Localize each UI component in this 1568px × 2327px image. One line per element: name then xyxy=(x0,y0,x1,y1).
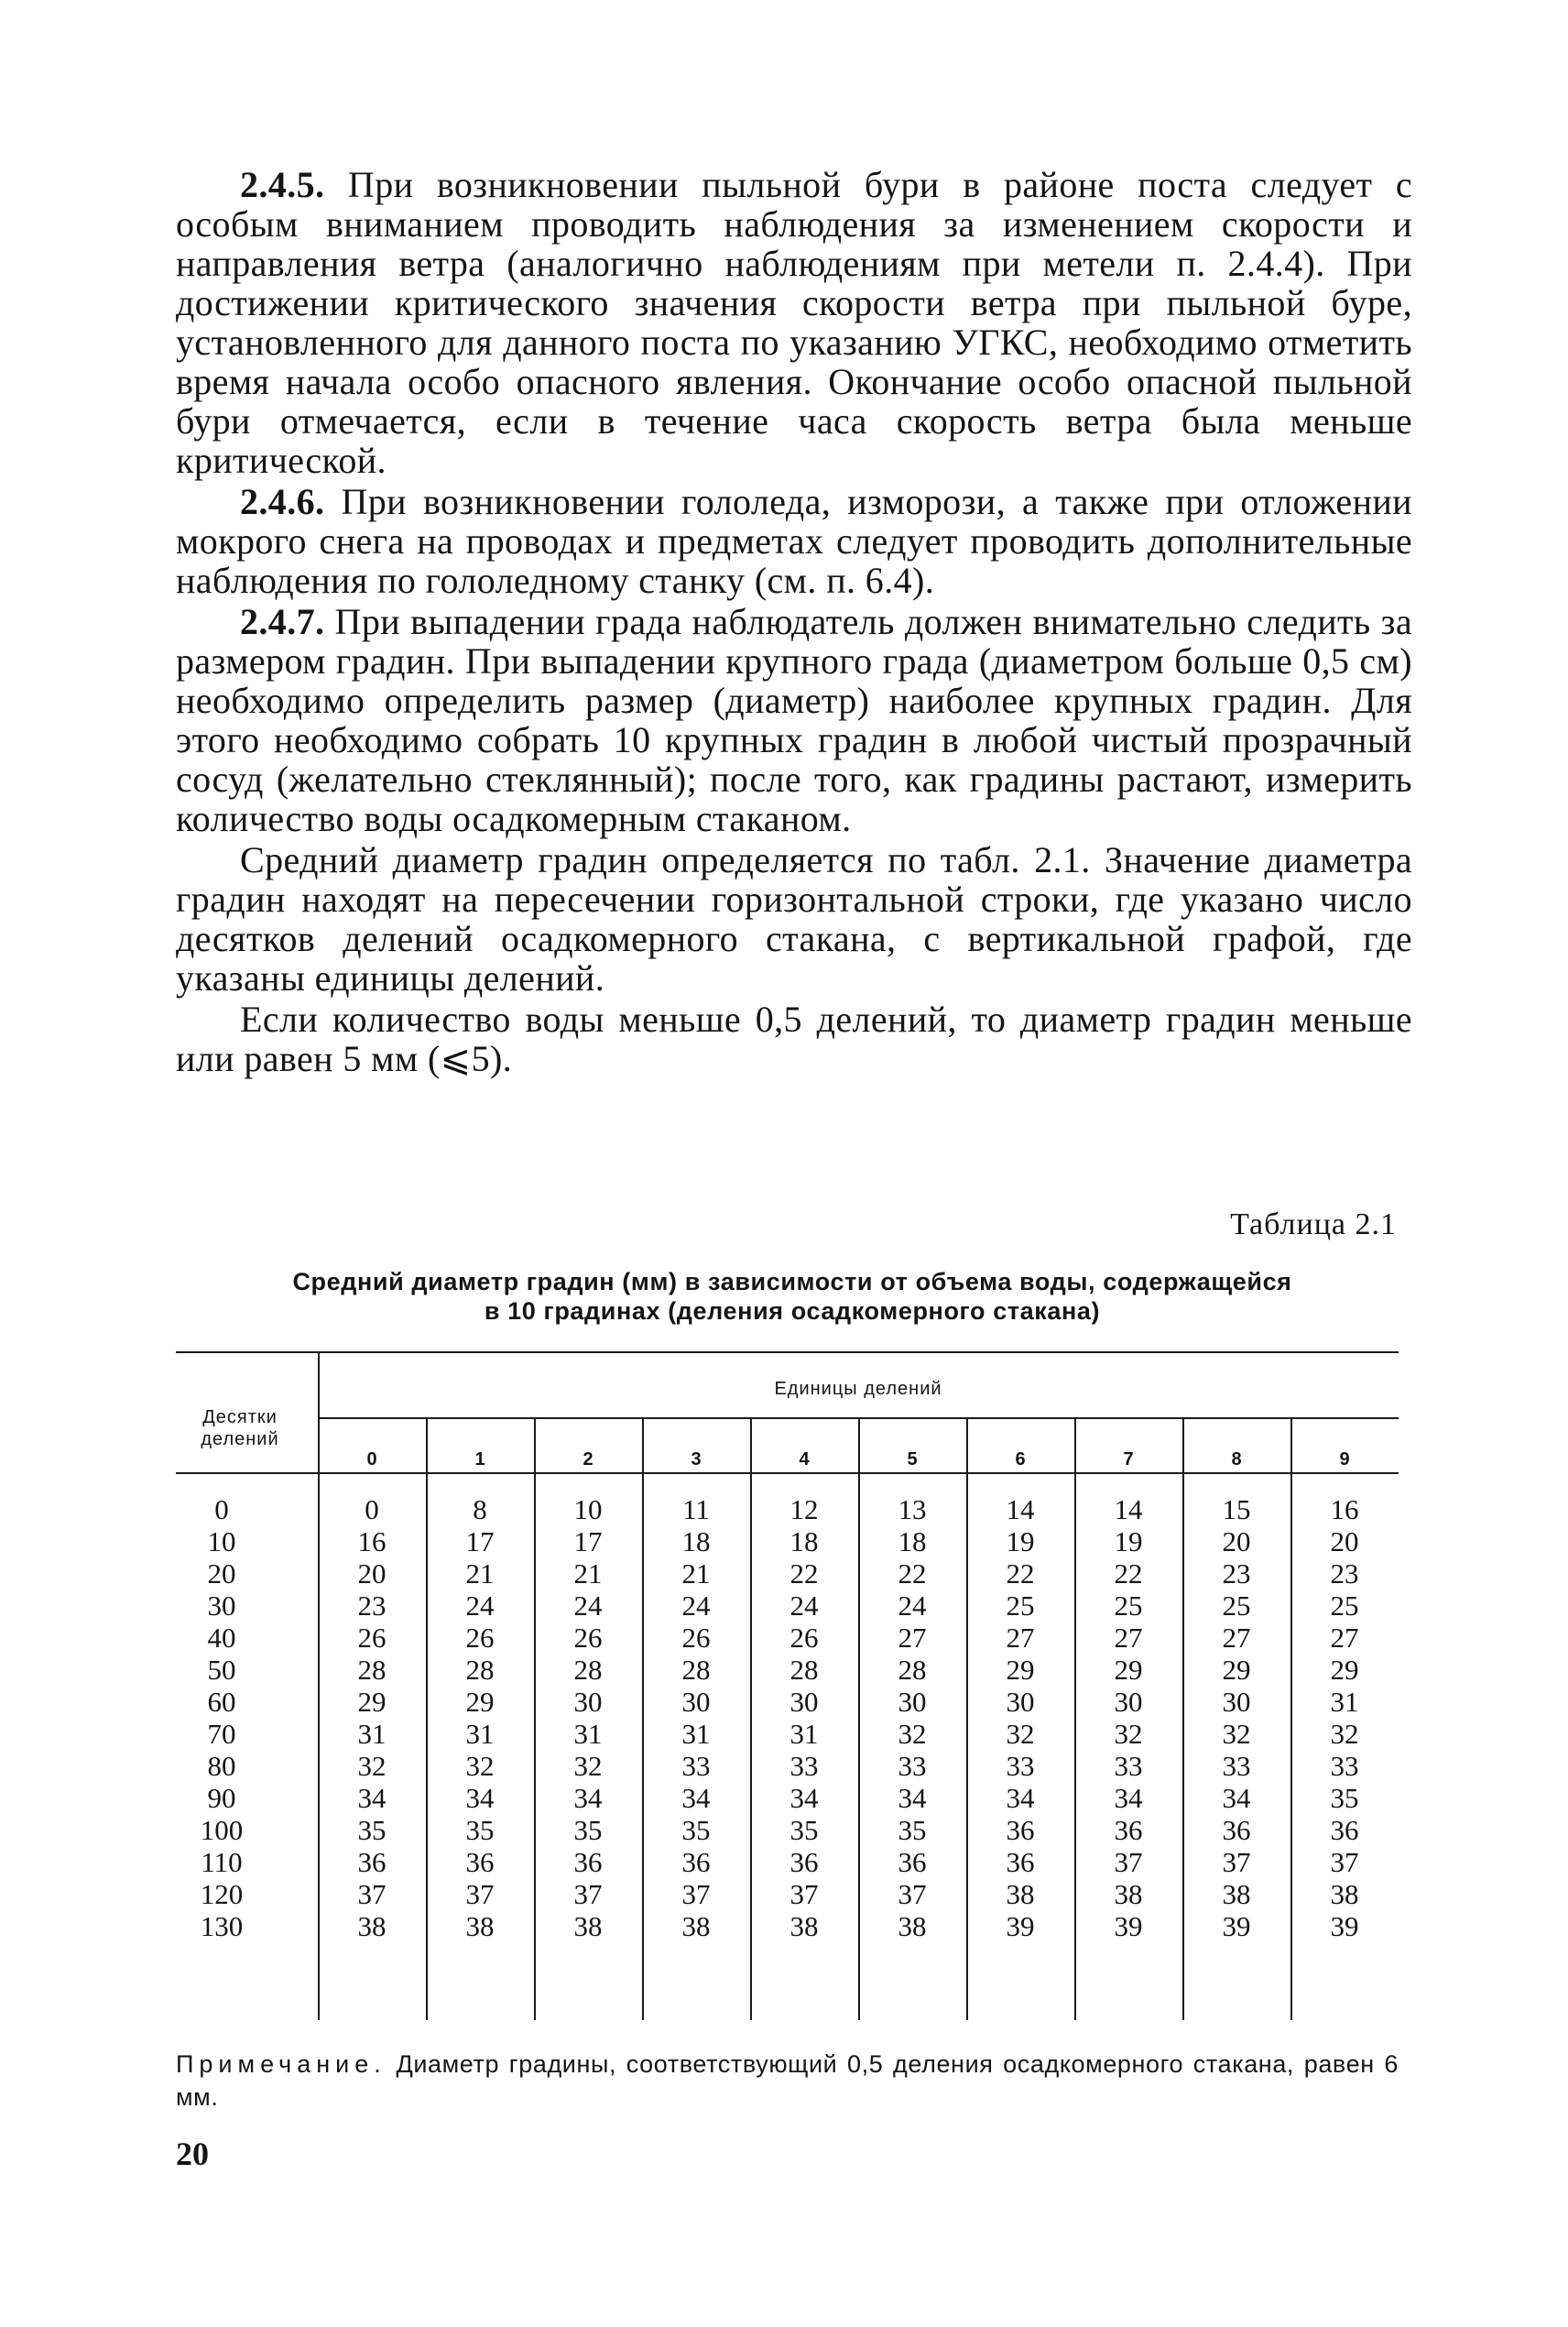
row-tens-cell: 70 xyxy=(207,1718,236,1750)
table-cell: 24 xyxy=(898,1590,927,1622)
table-cell: 28 xyxy=(465,1654,495,1686)
table-cell: 19 xyxy=(1006,1525,1035,1557)
table-cell: 32 xyxy=(1222,1718,1251,1750)
table-cell: 37 xyxy=(465,1878,495,1910)
table-cell: 27 xyxy=(898,1622,927,1654)
table-cell: 21 xyxy=(681,1557,711,1590)
table-cell: 32 xyxy=(898,1718,927,1750)
table-cell: 26 xyxy=(465,1622,495,1654)
note-text: Диаметр градины, соответствующий 0,5 деления осадкомерного стакана, равен 6 мм. xyxy=(176,2050,1399,2111)
table-cell: 36 xyxy=(1114,1814,1143,1846)
row-tens-cell: 130 xyxy=(200,1910,244,1942)
column-header: 9 xyxy=(1339,1449,1350,1469)
note-label: Примечание. xyxy=(176,2050,387,2078)
table-cell: 34 xyxy=(681,1782,711,1814)
table-cell: 32 xyxy=(465,1750,495,1782)
table-note xyxy=(176,2048,1399,2114)
table-cell: 29 xyxy=(1330,1654,1359,1686)
table-cell: 26 xyxy=(789,1622,819,1654)
row-header-label: Десятки делений xyxy=(201,1407,279,1449)
table-cell: 33 xyxy=(1222,1750,1251,1782)
table-cell: 31 xyxy=(789,1718,819,1750)
table-cell: 30 xyxy=(573,1686,603,1718)
table-cell: 38 xyxy=(898,1910,927,1942)
table-cell: 29 xyxy=(1222,1654,1251,1686)
table-cell: 37 xyxy=(681,1878,711,1910)
paragraph-mean-diameter xyxy=(176,840,1412,998)
table-cell: 20 xyxy=(1330,1525,1359,1557)
row-tens-cell: 80 xyxy=(207,1750,236,1782)
table-cell: 39 xyxy=(1330,1910,1359,1942)
table-cell: 39 xyxy=(1006,1910,1035,1942)
section-number: 2.4.7. xyxy=(240,601,325,642)
paragraph-2-4-7 xyxy=(176,602,1412,838)
table-cell: 34 xyxy=(1006,1782,1035,1814)
table-cell: 13 xyxy=(898,1493,927,1525)
table-cell: 30 xyxy=(1222,1686,1251,1718)
table-cell: 29 xyxy=(1114,1654,1143,1686)
paragraph-small-volume xyxy=(176,1000,1412,1078)
column-header: 4 xyxy=(799,1449,810,1469)
table-title-line: в 10 градинах (деления осадкомерного стакана) xyxy=(484,1297,1101,1325)
table-cell: 38 xyxy=(789,1910,819,1942)
table-cell: 22 xyxy=(898,1557,927,1590)
table-cell: 29 xyxy=(465,1686,495,1718)
table-cell: 33 xyxy=(1006,1750,1035,1782)
table-cell: 27 xyxy=(1330,1622,1359,1654)
table-cell: 28 xyxy=(357,1654,387,1686)
table-cell: 28 xyxy=(573,1654,603,1686)
table-cell: 31 xyxy=(357,1718,387,1750)
table-cell: 30 xyxy=(1006,1686,1035,1718)
column-header: 1 xyxy=(474,1449,485,1469)
table-cell: 31 xyxy=(1330,1686,1359,1718)
table-label: Таблица 2.1 xyxy=(1230,1207,1397,1241)
hail-diameter-table xyxy=(176,1351,1399,2020)
table-cell: 26 xyxy=(357,1622,387,1654)
table-cell: 39 xyxy=(1114,1910,1143,1942)
table-cell: 36 xyxy=(1222,1814,1251,1846)
table-cell: 35 xyxy=(789,1814,819,1846)
row-tens-cell: 40 xyxy=(207,1622,236,1654)
table-cell: 30 xyxy=(1114,1686,1143,1718)
table-cell: 10 xyxy=(573,1493,603,1525)
table-cell: 31 xyxy=(681,1718,711,1750)
column-header: 5 xyxy=(907,1449,918,1469)
column-header: 6 xyxy=(1015,1449,1026,1469)
table-cell: 39 xyxy=(1222,1910,1251,1942)
table-cell: 8 xyxy=(473,1493,487,1525)
table-cell: 32 xyxy=(1006,1718,1035,1750)
table-cell: 17 xyxy=(573,1525,603,1557)
section-number: 2.4.6. xyxy=(240,481,325,522)
table-cell: 36 xyxy=(898,1846,927,1878)
paragraph-2-4-6 xyxy=(176,482,1412,600)
table-cell: 22 xyxy=(1114,1557,1143,1590)
table-cell: 16 xyxy=(357,1525,387,1557)
table-cell: 24 xyxy=(681,1590,711,1622)
table-cell: 25 xyxy=(1006,1590,1035,1622)
row-tens-cell: 0 xyxy=(214,1493,229,1525)
table-cell: 35 xyxy=(573,1814,603,1846)
body-text xyxy=(176,165,1412,1078)
table-cell: 38 xyxy=(1114,1878,1143,1910)
row-tens-cell: 30 xyxy=(207,1590,236,1622)
table-cell: 21 xyxy=(573,1557,603,1590)
table-cell: 36 xyxy=(681,1846,711,1878)
table-cell: 18 xyxy=(681,1525,711,1557)
paragraph-2-4-5 xyxy=(176,165,1412,480)
row-tens-cell: 60 xyxy=(207,1686,236,1718)
table-cell: 38 xyxy=(357,1910,387,1942)
table-cell: 32 xyxy=(1330,1718,1359,1750)
table-title-line: Средний диаметр градин (мм) в зависимости от объема воды, содержащейся xyxy=(292,1268,1292,1295)
table-cell: 14 xyxy=(1114,1493,1143,1525)
table-cell: 35 xyxy=(681,1814,711,1846)
table-cell: 16 xyxy=(1330,1493,1359,1525)
table-cell: 36 xyxy=(789,1846,819,1878)
column-header: 8 xyxy=(1231,1449,1242,1469)
table-cell: 24 xyxy=(465,1590,495,1622)
table-cell: 28 xyxy=(898,1654,927,1686)
table-cell: 30 xyxy=(898,1686,927,1718)
table-cell: 35 xyxy=(1330,1782,1359,1814)
column-header: 2 xyxy=(583,1449,593,1469)
table-cell: 27 xyxy=(1006,1622,1035,1654)
table-cell: 27 xyxy=(1222,1622,1251,1654)
table-cell: 11 xyxy=(682,1493,710,1525)
table-cell: 34 xyxy=(789,1782,819,1814)
table-title xyxy=(188,1267,1397,1326)
table-cell: 33 xyxy=(1114,1750,1143,1782)
table-cell: 24 xyxy=(789,1590,819,1622)
table-cell: 38 xyxy=(1006,1878,1035,1910)
table-cell: 33 xyxy=(681,1750,711,1782)
section-number: 2.4.5. xyxy=(240,164,325,205)
table-cell: 37 xyxy=(1222,1846,1251,1878)
table-cell: 38 xyxy=(1222,1878,1251,1910)
table-cell: 29 xyxy=(357,1686,387,1718)
table-cell: 20 xyxy=(1222,1525,1251,1557)
table-cell: 22 xyxy=(789,1557,819,1590)
table-cell: 36 xyxy=(465,1846,495,1878)
paragraph-text: При возникновении гололеда, изморози, а также при отложении мокрого снега на проводах и предметах следует проводить дополнительные наблюдения по гололедному станку (см. п. 6.4). xyxy=(176,481,1412,601)
table-cell: 38 xyxy=(681,1910,711,1942)
paragraph-text: При выпадении града наблюдатель должен внимательно следить за размером градин. При выпадении крупного града (диаметром больше 0,5 см) необходимо определить размер (диаметр) наиболее крупных градин. Для этого необходимо собрать 10 крупных градин в любой чистый прозрачный сосуд (желательно стеклянный); после того, как градины растают, измерить количество воды осадкомерным стаканом. xyxy=(176,601,1413,839)
table-cell: 38 xyxy=(573,1910,603,1942)
table-cell: 18 xyxy=(898,1525,927,1557)
table-cell: 38 xyxy=(1330,1878,1359,1910)
table-cell: 28 xyxy=(789,1654,819,1686)
table-cell: 25 xyxy=(1330,1590,1359,1622)
table-cell: 35 xyxy=(898,1814,927,1846)
table-cell: 23 xyxy=(1222,1557,1251,1590)
table-cell: 32 xyxy=(357,1750,387,1782)
table-cell: 27 xyxy=(1114,1622,1143,1654)
page-number: 20 xyxy=(176,2136,209,2172)
row-tens-cell: 20 xyxy=(207,1557,236,1590)
table-cell: 28 xyxy=(681,1654,711,1686)
table-cell: 24 xyxy=(573,1590,603,1622)
table-cell: 38 xyxy=(465,1910,495,1942)
table-cell: 31 xyxy=(465,1718,495,1750)
table-cell: 30 xyxy=(789,1686,819,1718)
table-cell: 36 xyxy=(1330,1814,1359,1846)
table-cell: 21 xyxy=(465,1557,495,1590)
column-header: 3 xyxy=(691,1449,702,1469)
paragraph-text: При возникновении пыльной бури в районе поста следует с особым вниманием проводить наблюдения за изменением скорости и направления ветра (аналогично наблюдениям при метели п. 2.4.4). При достижении критического значения скорости ветра при пыльной буре, установленного для данного поста по указанию УГКС, необходимо отметить время начала особо опасного явления. Окончание особо опасной пыльной бури отмечается, если в течение часа скорость ветра была меньше критической. xyxy=(176,164,1412,481)
units-header-label: Единицы делений xyxy=(774,1379,942,1399)
table-cell: 19 xyxy=(1114,1525,1143,1557)
table-cell: 33 xyxy=(789,1750,819,1782)
table-cell: 12 xyxy=(789,1493,819,1525)
table-cell: 0 xyxy=(365,1493,379,1525)
table-cell: 37 xyxy=(898,1878,927,1910)
table-cell: 15 xyxy=(1222,1493,1251,1525)
table-rule-top xyxy=(176,1351,1399,1353)
table-cell: 36 xyxy=(357,1846,387,1878)
table-cell: 36 xyxy=(573,1846,603,1878)
paragraph-text: Средний диаметр градин определяется по табл. 2.1. Значение диаметра градин находят на пересечении горизонтальной строки, где указано число десятков делений осадкомерного стакана, с вертикальной графой, где указаны единицы делений. xyxy=(176,839,1412,999)
table-cell: 25 xyxy=(1222,1590,1251,1622)
table-cell: 34 xyxy=(1222,1782,1251,1814)
table-cell: 37 xyxy=(789,1878,819,1910)
table-cell: 33 xyxy=(898,1750,927,1782)
table-cell: 26 xyxy=(681,1622,711,1654)
table-cell: 34 xyxy=(465,1782,495,1814)
table-cell: 34 xyxy=(1114,1782,1143,1814)
table-cell: 34 xyxy=(573,1782,603,1814)
table-cell: 34 xyxy=(357,1782,387,1814)
table-cell: 23 xyxy=(1330,1557,1359,1590)
table-cell: 35 xyxy=(465,1814,495,1846)
table-cell: 20 xyxy=(357,1557,387,1590)
row-tens-cell: 10 xyxy=(207,1525,236,1557)
table-cell: 25 xyxy=(1114,1590,1143,1622)
table-cell: 26 xyxy=(573,1622,603,1654)
table-cell: 37 xyxy=(357,1878,387,1910)
table-cell: 17 xyxy=(465,1525,495,1557)
column-header: 7 xyxy=(1123,1449,1134,1469)
table-cell: 37 xyxy=(573,1878,603,1910)
table-cell: 30 xyxy=(681,1686,711,1718)
table-cell: 37 xyxy=(1330,1846,1359,1878)
table-cell: 36 xyxy=(1006,1846,1035,1878)
table-cell: 33 xyxy=(1330,1750,1359,1782)
row-tens-cell: 110 xyxy=(201,1846,243,1878)
column-header: 0 xyxy=(366,1449,377,1469)
table-cell: 32 xyxy=(1114,1718,1143,1750)
table-cell: 35 xyxy=(357,1814,387,1846)
row-tens-cell: 90 xyxy=(207,1782,236,1814)
table-cell: 14 xyxy=(1006,1493,1035,1525)
row-tens-cell: 50 xyxy=(207,1654,236,1686)
table-rule-header-bottom xyxy=(176,1472,1399,1474)
row-tens-cell: 120 xyxy=(200,1878,244,1910)
row-tens-cell: 100 xyxy=(200,1814,244,1846)
table-cell: 37 xyxy=(1114,1846,1143,1878)
table-cell: 32 xyxy=(573,1750,603,1782)
table-cell: 29 xyxy=(1006,1654,1035,1686)
table-cell: 31 xyxy=(573,1718,603,1750)
table-cell: 36 xyxy=(1006,1814,1035,1846)
table-cell: 23 xyxy=(357,1590,387,1622)
table-cell: 34 xyxy=(898,1782,927,1814)
paragraph-text: Если количество воды меньше 0,5 делений, то диаметр градин меньше или равен 5 мм (⩽5). xyxy=(176,999,1412,1079)
table-cell: 22 xyxy=(1006,1557,1035,1590)
table-cell: 18 xyxy=(789,1525,819,1557)
